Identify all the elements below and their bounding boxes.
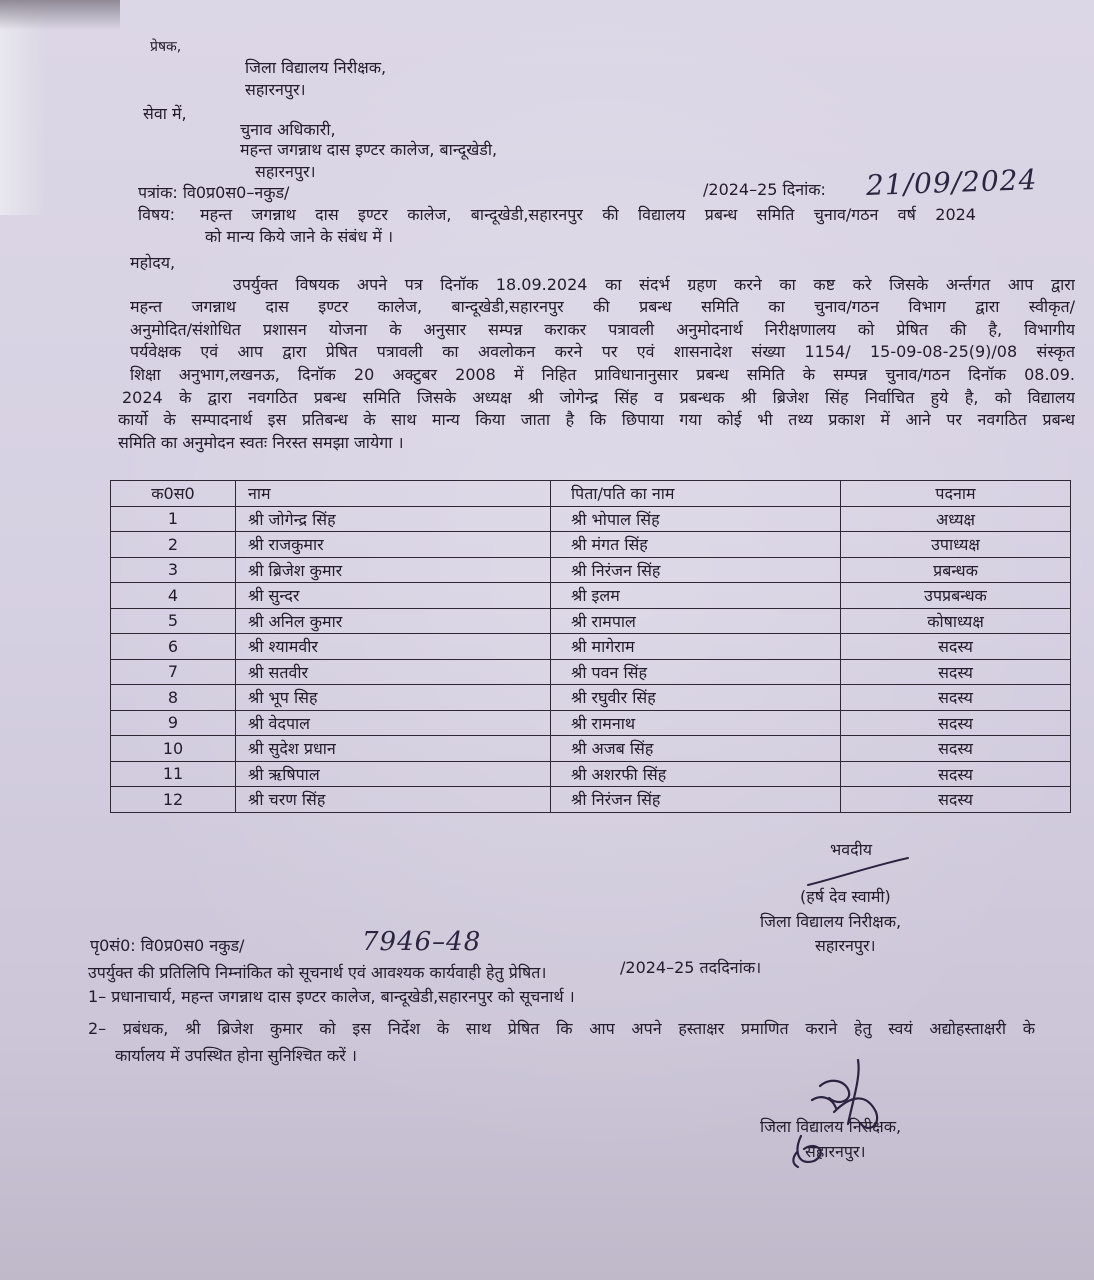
table-header-row xyxy=(111,481,1071,507)
recipient-label: सेवा में, xyxy=(143,104,187,123)
endorsement-item-2-continued: कार्यालय में उपस्थित होना सुनिश्चित करें । xyxy=(115,1046,357,1065)
valediction: भवदीय xyxy=(830,840,873,859)
table-row xyxy=(111,634,1071,660)
paper-edge-shadow xyxy=(0,0,46,215)
header-name: नाम xyxy=(236,481,551,507)
table-row xyxy=(111,557,1071,583)
cell-name: श्री श्यामवीर xyxy=(236,634,551,660)
cell-father: श्री रामपाल xyxy=(551,608,841,634)
endorsement-item-2: 2– प्रबंधक, श्री ब्रिजेश कुमार को इस निर्देश के साथ प्रेषित कि आप अपने हस्ताक्षर प्रमाणित कराने हेतु स्वयं अद्योहस्ताक्षरी के xyxy=(88,1019,1035,1038)
body-line: शिक्षा अनुभाग,लखनऊ, दिनॉक 20 अक्टुबर 2008 में निहित प्राविधानानुसार प्रबन्ध समिति के सम्पन्न चुनाव/गठन दिनॉक 08.09. xyxy=(130,365,1075,384)
cell-father: श्री मंगत सिंह xyxy=(551,532,841,558)
cell-sno: 12 xyxy=(111,787,236,813)
cell-name: श्री जोगेन्द्र सिंह xyxy=(236,506,551,532)
signature-stroke-top xyxy=(808,858,908,885)
handwritten-date: 21/09/2024 xyxy=(865,163,1038,202)
footer-place: सहारनपुर। xyxy=(805,1142,866,1161)
cell-father: श्री रघुवीर सिंह xyxy=(551,685,841,711)
cell-father: श्री मागेराम xyxy=(551,634,841,660)
cell-name: श्री सतवीर xyxy=(236,659,551,685)
cell-post: उपाध्यक्ष xyxy=(841,532,1071,558)
endorsement-number: पृ0सं0: वि0प्र0स0 नकुड/ xyxy=(90,936,245,955)
cell-name: श्री अनिल कुमार xyxy=(236,608,551,634)
table-row xyxy=(111,736,1071,762)
table-row xyxy=(111,506,1071,532)
cell-post: सदस्य xyxy=(841,634,1071,660)
cell-name: श्री चरण सिंह xyxy=(236,787,551,813)
cell-father: श्री अशरफी सिंह xyxy=(551,761,841,787)
cell-sno: 8 xyxy=(111,685,236,711)
table-row xyxy=(111,761,1071,787)
cell-sno: 7 xyxy=(111,659,236,685)
cell-sno: 10 xyxy=(111,736,236,762)
table-row xyxy=(111,787,1071,813)
cell-post: उपप्रबन्धक xyxy=(841,583,1071,609)
endorsement-intro: उपर्युक्त की प्रतिलिपि निम्नांकित को सूचनार्थ एवं आवश्यक कार्यवाही हेतु प्रेषित। xyxy=(88,963,547,982)
cell-post: सदस्य xyxy=(841,710,1071,736)
cell-name: श्री ऋषिपाल xyxy=(236,761,551,787)
cell-post: सदस्य xyxy=(841,736,1071,762)
recipient-designation: चुनाव अधिकारी, xyxy=(240,120,336,139)
subject-line-1: महन्त जगन्नाथ दास इण्टर कालेज, बान्दूखेडी,सहारनपुर की विद्यालय प्रबन्ध समिति चुनाव/गठन वर्ष 2024 xyxy=(200,205,976,224)
cell-name: श्री वेदपाल xyxy=(236,710,551,736)
body-line: कार्यो के सम्पादनार्थ इस प्रतिबन्ध के साथ मान्य किया जाता है कि छिपाया गया कोई भी तथ्य प्रकाश में आने पर नवगठित प्रबन्ध xyxy=(118,410,1075,429)
cell-name: श्री सुदेश प्रधान xyxy=(236,736,551,762)
sender-place: सहारनपुर। xyxy=(245,80,306,99)
cell-sno: 3 xyxy=(111,557,236,583)
table-row xyxy=(111,659,1071,685)
cell-sno: 11 xyxy=(111,761,236,787)
table-row xyxy=(111,608,1071,634)
body-line: समिति का अनुमोदन स्वतः निरस्त समझा जायेगा । xyxy=(118,433,404,452)
cell-father: श्री निरंजन सिंह xyxy=(551,787,841,813)
cell-post: सदस्य xyxy=(841,761,1071,787)
header-father-name: पिता/पति का नाम xyxy=(551,481,841,507)
body-line: उपर्युक्त विषयक अपने पत्र दिनॉक 18.09.2024 का संदर्भ ग्रहण करने का कष्ट करे जिसके अर्न्तगत आप द्वारा xyxy=(233,275,1075,294)
cell-name: श्री सुन्दर xyxy=(236,583,551,609)
letter-number: पत्रांक: वि0प्र0स0–नकुड/ xyxy=(138,183,290,202)
body-line: अनुमोदित/संशोधित प्रशासन योजना के अनुसार सम्पन्न कराकर पत्रावली अनुमोदनार्थ निरीक्षणालय को प्रेषित की है, विभागीय xyxy=(130,320,1075,339)
sender-designation: जिला विद्यालय निरीक्षक, xyxy=(245,58,387,77)
cell-sno: 9 xyxy=(111,710,236,736)
cell-father: श्री पवन सिंह xyxy=(551,659,841,685)
body-line: पर्यवेक्षक एवं आप द्वारा प्रेषित पत्रावली का अवलोकन करने पर एवं शासनादेश संख्या 1154/ 15-09-08-25(9)/08 संस्कृत xyxy=(130,342,1075,361)
footer-designation: जिला विद्यालय निरीक्षक, xyxy=(760,1117,902,1136)
cell-post: सदस्य xyxy=(841,685,1071,711)
cell-name: श्री राजकुमार xyxy=(236,532,551,558)
endorsement-year-date: /2024–25 तददिनांक। xyxy=(620,958,762,977)
salutation: महोदय, xyxy=(130,253,176,272)
cell-post: प्रबन्धक xyxy=(841,557,1071,583)
cell-post: सदस्य xyxy=(841,659,1071,685)
cell-sno: 6 xyxy=(111,634,236,660)
cell-post: अध्यक्ष xyxy=(841,506,1071,532)
sender-label: प्रेषक, xyxy=(150,39,182,55)
subject-line-2: को मान्य किये जाने के संबंध में । xyxy=(205,227,394,246)
handwritten-endorsement-number: 7946–48 xyxy=(362,927,482,957)
signatory-name: (हर्ष देव स्वामी) xyxy=(800,887,891,906)
cell-father: श्री रामनाथ xyxy=(551,710,841,736)
cell-father: श्री अजब सिंह xyxy=(551,736,841,762)
cell-sno: 2 xyxy=(111,532,236,558)
committee-table xyxy=(110,480,1071,813)
table-row xyxy=(111,685,1071,711)
letter-year-date-label: /2024–25 दिनांक: xyxy=(703,180,826,199)
cell-post: सदस्य xyxy=(841,787,1071,813)
header-serial: क0स0 xyxy=(111,481,236,507)
cell-father: श्री भोपाल सिंह xyxy=(551,506,841,532)
cell-post: कोषाध्यक्ष xyxy=(841,608,1071,634)
signatory-place: सहारनपुर। xyxy=(815,936,876,955)
cell-name: श्री ब्रिजेश कुमार xyxy=(236,557,551,583)
cell-father: श्री इलम xyxy=(551,583,841,609)
cell-sno: 4 xyxy=(111,583,236,609)
recipient-institution: महन्त जगन्नाथ दास इण्टर कालेज, बान्दूखेडी, xyxy=(240,140,498,159)
header-designation: पदनाम xyxy=(841,481,1071,507)
paper-corner-shadow xyxy=(0,0,120,30)
table-row xyxy=(111,710,1071,736)
cell-name: श्री भूप सिह xyxy=(236,685,551,711)
cell-sno: 1 xyxy=(111,506,236,532)
signatory-designation: जिला विद्यालय निरीक्षक, xyxy=(760,912,902,931)
recipient-place: सहारनपुर। xyxy=(255,162,316,181)
subject-label: विषय: xyxy=(138,205,175,224)
cell-father: श्री निरंजन सिंह xyxy=(551,557,841,583)
table-row xyxy=(111,532,1071,558)
committee-table-body xyxy=(111,506,1071,812)
table-row xyxy=(111,583,1071,609)
body-line: महन्त जगन्नाथ दास इण्टर कालेज, बान्दूखेडी,सहारनपुर की प्रबन्ध समिति का चुनाव/गठन विभाग द्वारा स्वीकृत/ xyxy=(130,297,1075,316)
endorsement-item-1: 1– प्रधानाचार्य, महन्त जगन्नाथ दास इण्टर कालेज, बान्दूखेडी,सहारनपुर को सूचनार्थ । xyxy=(88,987,575,1006)
body-line: 2024 के द्वारा नवगठित प्रबन्ध समिति जिसके अध्यक्ष श्री जोगेन्द्र सिंह व प्रबन्धक श्री ब्रिजेश सिंह निर्वाचित हुये है, को विद्यालय xyxy=(122,388,1075,407)
cell-sno: 5 xyxy=(111,608,236,634)
